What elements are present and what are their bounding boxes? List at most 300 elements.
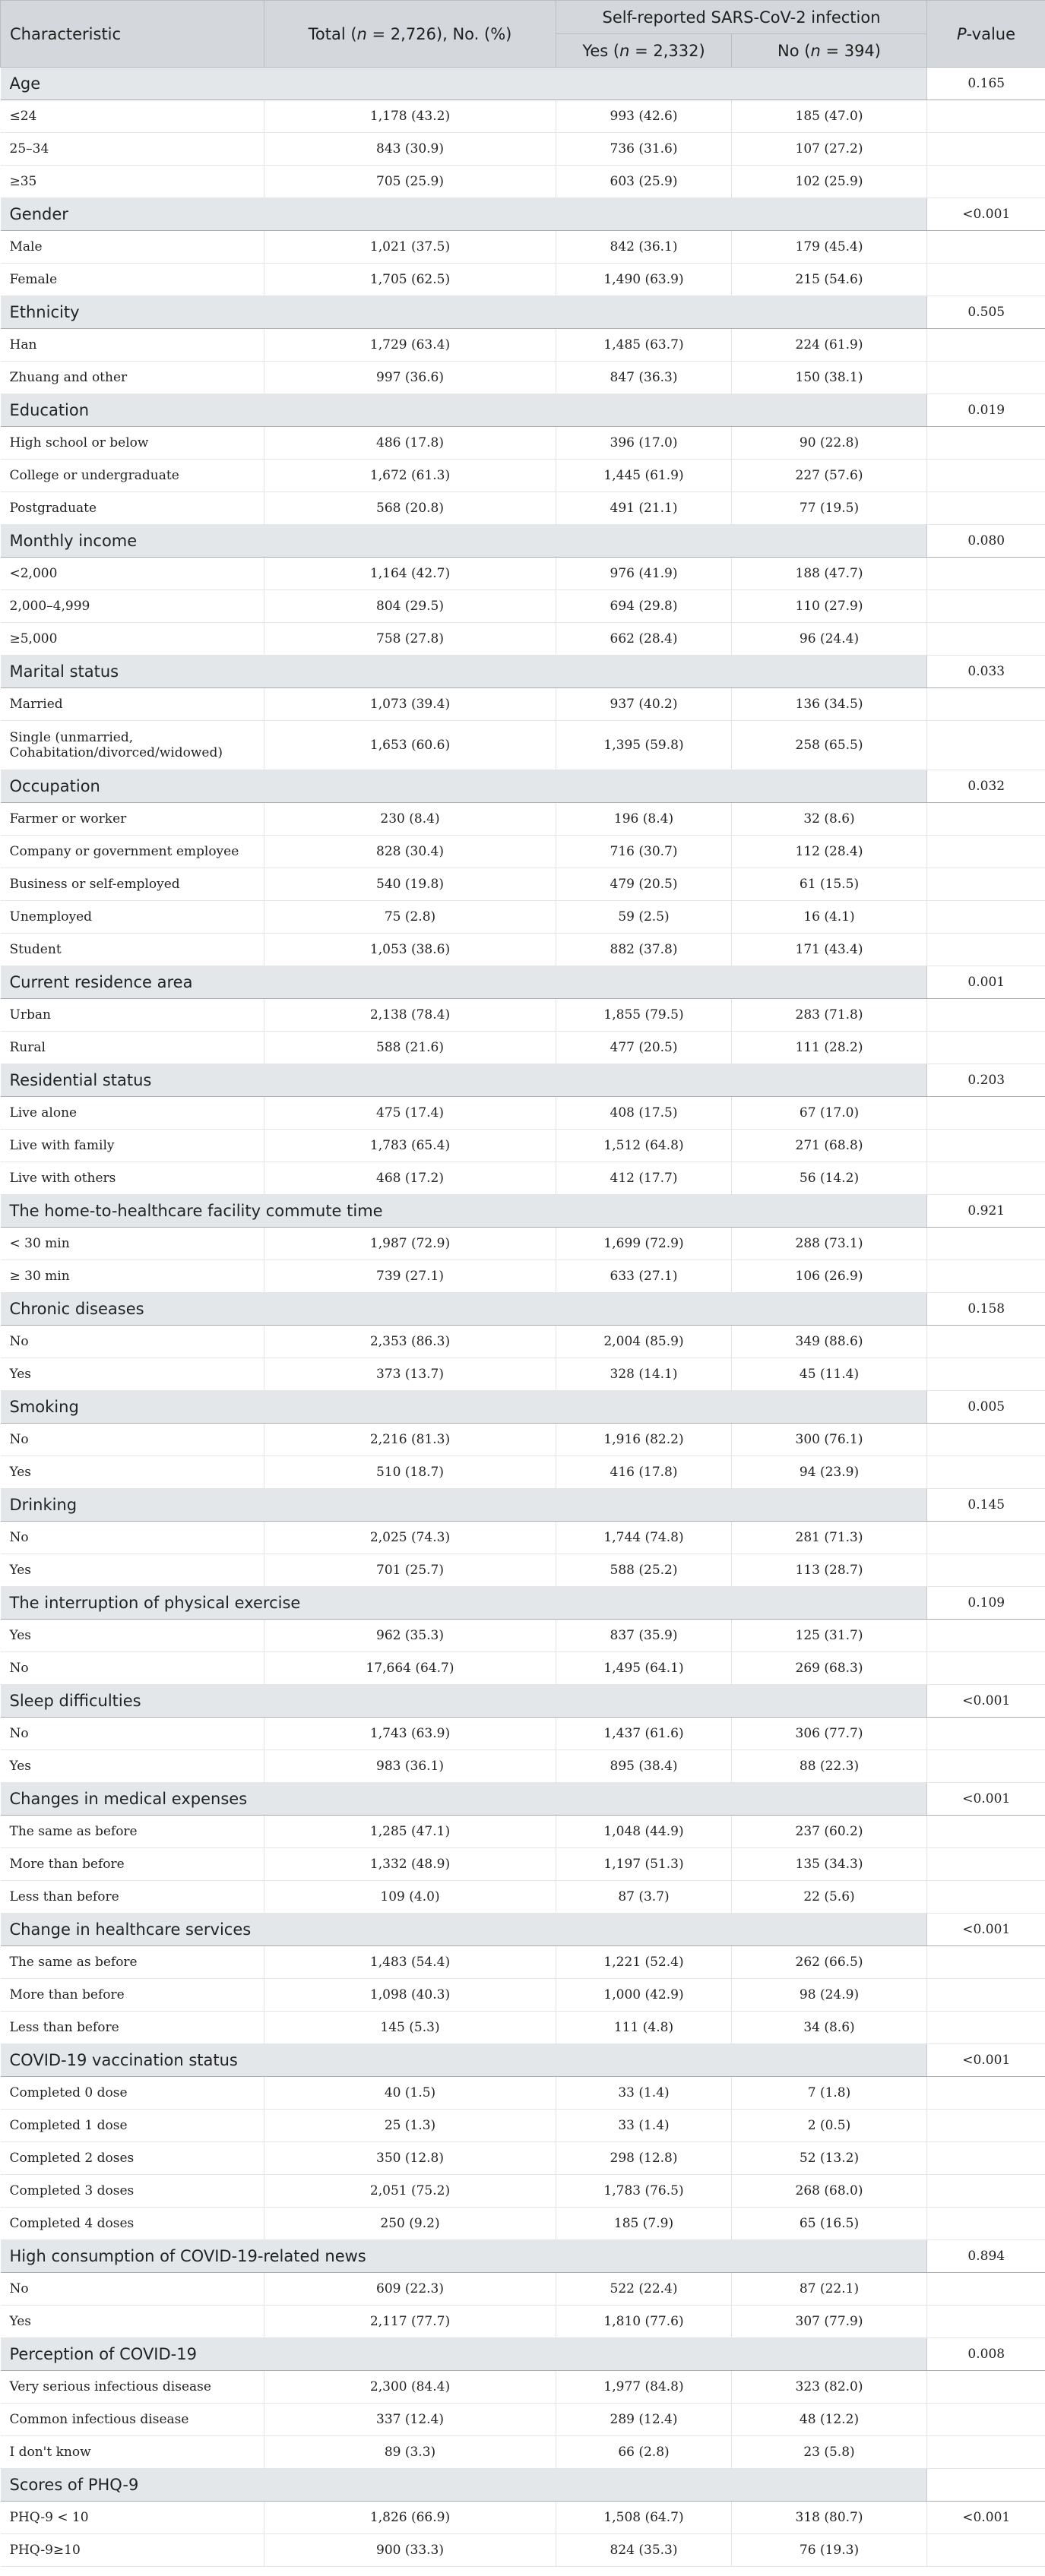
cell-p-value [927,2371,1045,2404]
cell-no: 288 (73.1) [732,1228,927,1260]
col-header-total: Total (n = 2,726), No. (%) [264,1,556,68]
row-label: PHQ-9≥10 [1,2534,264,2567]
cell-total: 109 (4.0) [264,1881,556,1914]
cell-p-value [927,2110,1045,2142]
cell-yes: 59 (2.5) [556,901,732,934]
section-p-value: 0.145 [927,1489,1045,1522]
cell-p-value [927,2306,1045,2338]
cell-no: 65 (16.5) [732,2208,927,2240]
row-label: No [1,1522,264,1554]
row-label: High school or below [1,427,264,460]
table-row [1,999,1045,1032]
cell-total: 1,483 (54.4) [264,1946,556,1979]
cell-total: 1,705 (62.5) [264,264,556,296]
cell-no: 111 (28.2) [732,1032,927,1064]
cell-p-value [927,1130,1045,1162]
table-row [1,2208,1045,2240]
cell-p-value [927,100,1045,133]
cell-p-value [927,1424,1045,1456]
cell-no: 107 (27.2) [732,133,927,166]
cell-total: 758 (27.8) [264,623,556,656]
table-row [1,492,1045,525]
cell-yes: 33 (1.4) [556,2110,732,2142]
cell-no: 56 (14.2) [732,1162,927,1195]
cell-no: 150 (38.1) [732,362,927,394]
table-row [1,2175,1045,2208]
cell-yes: 1,485 (63.7) [556,329,732,362]
cell-no: 90 (22.8) [732,427,927,460]
row-label: PHQ-9 < 10 [1,2502,264,2534]
section-header-row [1,2469,1045,2502]
table-row [1,1456,1045,1489]
cell-yes: 298 (12.8) [556,2142,732,2175]
cell-total: 739 (27.1) [264,1260,556,1293]
table-row [1,329,1045,362]
cell-p-value [927,1946,1045,1979]
cell-total: 609 (22.3) [264,2273,556,2306]
cell-p-value [927,868,1045,901]
row-label: Unemployed [1,901,264,934]
row-label: Female [1,264,264,296]
cell-no: 112 (28.4) [732,836,927,868]
cell-p-value [927,2175,1045,2208]
cell-p-value [927,2142,1045,2175]
section-header-row [1,1489,1045,1522]
section-header-row [1,68,1045,100]
section-title: Change in healthcare services [1,1914,927,1946]
section-p-value: 0.921 [927,1195,1045,1228]
table-row [1,558,1045,590]
section-title: Occupation [1,770,927,803]
cell-no: 61 (15.5) [732,868,927,901]
cell-total: 475 (17.4) [264,1097,556,1130]
section-p-value: 0.203 [927,1064,1045,1097]
row-label: Postgraduate [1,492,264,525]
table-row [1,1097,1045,1130]
cell-total: 1,783 (65.4) [264,1130,556,1162]
cell-yes: 522 (22.4) [556,2273,732,2306]
cell-total: 2,216 (81.3) [264,1424,556,1456]
row-label: Completed 1 dose [1,2110,264,2142]
section-p-value: 0.109 [927,1587,1045,1620]
cell-p-value [927,558,1045,590]
cell-total: 1,729 (63.4) [264,329,556,362]
cell-p-value [927,1620,1045,1652]
cell-yes: 1,977 (84.8) [556,2371,732,2404]
section-title: The home-to-healthcare facility commute time [1,1195,927,1228]
section-p-value [927,2469,1045,2502]
row-label: < 30 min [1,1228,264,1260]
cell-total: 1,332 (48.9) [264,1848,556,1881]
table-row [1,100,1045,133]
cell-no: 258 (65.5) [732,721,927,770]
table-row [1,133,1045,166]
cell-total: 2,353 (86.3) [264,1326,556,1358]
cell-total: 900 (33.3) [264,2534,556,2567]
cell-no: 106 (26.9) [732,1260,927,1293]
row-label: No [1,1652,264,1685]
col-header-no: No (n = 394) [732,34,927,68]
cell-yes: 1,395 (59.8) [556,721,732,770]
cell-no: 125 (31.7) [732,1620,927,1652]
table-row [1,1816,1045,1848]
table-row [1,2142,1045,2175]
cell-total: 1,672 (61.3) [264,460,556,492]
cell-yes: 111 (4.8) [556,2012,732,2044]
section-title: Changes in medical expenses [1,1783,927,1816]
section-title: Age [1,68,927,100]
table-row [1,2077,1045,2110]
cell-total: 75 (2.8) [264,901,556,934]
row-label: Yes [1,1620,264,1652]
cell-p-value [927,1456,1045,1489]
cell-yes: 412 (17.7) [556,1162,732,1195]
section-p-value: 0.033 [927,656,1045,688]
cell-yes: 1,783 (76.5) [556,2175,732,2208]
row-label: Completed 4 doses [1,2208,264,2240]
row-label: Yes [1,1358,264,1391]
cell-yes: 1,221 (52.4) [556,1946,732,1979]
row-label: Live with others [1,1162,264,1195]
cell-p-value [927,1162,1045,1195]
table-row [1,1750,1045,1783]
cell-total: 1,053 (38.6) [264,934,556,966]
cell-p-value [927,1881,1045,1914]
cell-p-value [927,1260,1045,1293]
section-header-row [1,2240,1045,2273]
row-label: No [1,1424,264,1456]
cell-p-value [927,2436,1045,2469]
row-label: ≤24 [1,100,264,133]
cell-no: 185 (47.0) [732,100,927,133]
cell-total: 1,285 (47.1) [264,1816,556,1848]
row-label: ≥ 30 min [1,1260,264,1293]
section-title: High consumption of COVID-19-related news [1,2240,927,2273]
section-p-value: <0.001 [927,1783,1045,1816]
cell-no: 262 (66.5) [732,1946,927,1979]
cell-yes: 895 (38.4) [556,1750,732,1783]
section-p-value: 0.165 [927,68,1045,100]
cell-no: 300 (76.1) [732,1424,927,1456]
row-label: ≥5,000 [1,623,264,656]
cell-total: 701 (25.7) [264,1554,556,1587]
row-label: Han [1,329,264,362]
col-header-characteristic: Characteristic [1,1,264,68]
table-row [1,1228,1045,1260]
cell-total: 40 (1.5) [264,2077,556,2110]
cell-yes: 736 (31.6) [556,133,732,166]
cell-total: 2,025 (74.3) [264,1522,556,1554]
cell-no: 215 (54.6) [732,264,927,296]
cell-no: 318 (80.7) [732,2502,927,2534]
cell-p-value [927,2534,1045,2567]
cell-p-value [927,836,1045,868]
cell-yes: 1,508 (64.7) [556,2502,732,2534]
section-title: COVID-19 vaccination status [1,2044,927,2077]
cell-yes: 66 (2.8) [556,2436,732,2469]
cell-total: 588 (21.6) [264,1032,556,1064]
section-title: The interruption of physical exercise [1,1587,927,1620]
cell-no: 113 (28.7) [732,1554,927,1587]
cell-total: 1,826 (66.9) [264,2502,556,2534]
section-header-row [1,525,1045,558]
row-label: College or undergraduate [1,460,264,492]
table-row [1,2502,1045,2534]
cell-p-value [927,362,1045,394]
cell-total: 1,021 (37.5) [264,231,556,264]
row-label: Company or government employee [1,836,264,868]
table-row [1,1130,1045,1162]
col-header-self-reported: Self-reported SARS-CoV-2 infection [556,1,927,34]
table-row [1,1652,1045,1685]
cell-yes: 87 (3.7) [556,1881,732,1914]
section-header-row [1,2044,1045,2077]
col-header-yes: Yes (n = 2,332) [556,34,732,68]
cell-p-value [927,803,1045,836]
cell-no: 271 (68.8) [732,1130,927,1162]
table-row [1,590,1045,623]
cell-total: 350 (12.8) [264,2142,556,2175]
table-row [1,2110,1045,2142]
row-label: Male [1,231,264,264]
table-row [1,1946,1045,1979]
cell-no: 188 (47.7) [732,558,927,590]
section-header-row [1,1195,1045,1228]
table-row [1,1032,1045,1064]
table-row [1,623,1045,656]
section-title: Sleep difficulties [1,1685,927,1718]
table-row [1,1881,1045,1914]
cell-total: 373 (13.7) [264,1358,556,1391]
cell-no: 237 (60.2) [732,1816,927,1848]
section-p-value: 0.080 [927,525,1045,558]
section-p-value: 0.005 [927,1391,1045,1424]
cell-yes: 328 (14.1) [556,1358,732,1391]
cell-total: 1,098 (40.3) [264,1979,556,2012]
row-label: Common infectious disease [1,2404,264,2436]
cell-no: 98 (24.9) [732,1979,927,2012]
cell-p-value [927,460,1045,492]
section-title: Ethnicity [1,296,927,329]
section-p-value: <0.001 [927,198,1045,231]
section-p-value: 0.505 [927,296,1045,329]
table-row [1,688,1045,721]
cell-yes: 1,490 (63.9) [556,264,732,296]
table-row [1,1424,1045,1456]
cell-yes: 477 (20.5) [556,1032,732,1064]
table-row [1,2534,1045,2567]
cell-no: 283 (71.8) [732,999,927,1032]
table-row [1,231,1045,264]
cell-total: 25 (1.3) [264,2110,556,2142]
cell-p-value [927,1750,1045,1783]
cell-p-value [927,623,1045,656]
section-header-row [1,2338,1045,2371]
row-label: <2,000 [1,558,264,590]
cell-no: 269 (68.3) [732,1652,927,1685]
cell-p-value [927,2404,1045,2436]
table-row [1,362,1045,394]
cell-total: 1,743 (63.9) [264,1718,556,1750]
row-label: Married [1,688,264,721]
row-label: Less than before [1,2012,264,2044]
table-row [1,2404,1045,2436]
row-label: Business or self-employed [1,868,264,901]
table-row [1,2012,1045,2044]
section-header-row [1,656,1045,688]
section-p-value: <0.001 [927,1914,1045,1946]
cell-p-value [927,1554,1045,1587]
table-row [1,264,1045,296]
cell-yes: 882 (37.8) [556,934,732,966]
section-header-row [1,1064,1045,1097]
cell-yes: 1,437 (61.6) [556,1718,732,1750]
cell-total: 468 (17.2) [264,1162,556,1195]
row-label: Very serious infectious disease [1,2371,264,2404]
cell-total: 337 (12.4) [264,2404,556,2436]
cell-no: 307 (77.9) [732,2306,927,2338]
row-label: Single (unmarried, Cohabitation/divorced/widowed) [1,721,264,770]
table-row [1,1358,1045,1391]
cell-yes: 1,197 (51.3) [556,1848,732,1881]
cell-yes: 1,699 (72.9) [556,1228,732,1260]
table-row [1,2273,1045,2306]
cell-yes: 662 (28.4) [556,623,732,656]
cell-no: 67 (17.0) [732,1097,927,1130]
table-row [1,1260,1045,1293]
table-row [1,427,1045,460]
cell-total: 230 (8.4) [264,803,556,836]
row-label: Live with family [1,1130,264,1162]
cell-p-value [927,264,1045,296]
section-title: Smoking [1,1391,927,1424]
cell-yes: 2,004 (85.9) [556,1326,732,1358]
cell-total: 250 (9.2) [264,2208,556,2240]
section-header-row [1,1587,1045,1620]
section-title: Education [1,394,927,427]
cell-yes: 1,810 (77.6) [556,2306,732,2338]
section-header-row [1,1685,1045,1718]
row-label: More than before [1,1979,264,2012]
cell-yes: 1,744 (74.8) [556,1522,732,1554]
cell-p-value [927,427,1045,460]
cell-total: 568 (20.8) [264,492,556,525]
cell-no: 110 (27.9) [732,590,927,623]
cell-p-value [927,999,1045,1032]
table-row [1,803,1045,836]
table-row [1,1979,1045,2012]
cell-p-value [927,492,1045,525]
table-row [1,721,1045,770]
table-row [1,166,1045,198]
cell-p-value [927,1848,1045,1881]
section-title: Current residence area [1,966,927,999]
row-label: More than before [1,1848,264,1881]
cell-no: 179 (45.4) [732,231,927,264]
row-label: Yes [1,2306,264,2338]
cell-no: 349 (88.6) [732,1326,927,1358]
cell-total: 705 (25.9) [264,166,556,198]
cell-yes: 1,916 (82.2) [556,1424,732,1456]
row-label: Completed 3 doses [1,2175,264,2208]
section-p-value: 0.894 [927,2240,1045,2273]
cell-no: 224 (61.9) [732,329,927,362]
section-title: Scores of PHQ-9 [1,2469,927,2502]
cell-yes: 396 (17.0) [556,427,732,460]
row-label: ≥35 [1,166,264,198]
table-row [1,934,1045,966]
cell-yes: 1,495 (64.1) [556,1652,732,1685]
cell-no: 323 (82.0) [732,2371,927,2404]
cell-yes: 694 (29.8) [556,590,732,623]
cell-p-value [927,1228,1045,1260]
cell-no: 52 (13.2) [732,2142,927,2175]
cell-no: 88 (22.3) [732,1750,927,1783]
cell-total: 828 (30.4) [264,836,556,868]
table-row [1,1554,1045,1587]
row-label: Yes [1,1456,264,1489]
cell-yes: 603 (25.9) [556,166,732,198]
cell-p-value [927,1097,1045,1130]
cell-total: 486 (17.8) [264,427,556,460]
cell-no: 48 (12.2) [732,2404,927,2436]
section-title: Drinking [1,1489,927,1522]
section-title: Marital status [1,656,927,688]
table-row [1,1718,1045,1750]
table-row [1,2371,1045,2404]
cell-p-value [927,934,1045,966]
section-header-row [1,198,1045,231]
cell-yes: 633 (27.1) [556,1260,732,1293]
cell-p-value [927,1326,1045,1358]
row-label: Farmer or worker [1,803,264,836]
row-label: Yes [1,1554,264,1587]
cell-no: 87 (22.1) [732,2273,927,2306]
cell-total: 1,178 (43.2) [264,100,556,133]
section-p-value: 0.001 [927,966,1045,999]
cell-total: 962 (35.3) [264,1620,556,1652]
cell-total: 540 (19.8) [264,868,556,901]
cell-yes: 408 (17.5) [556,1097,732,1130]
cell-yes: 33 (1.4) [556,2077,732,2110]
col-header-p-value: P-value [927,1,1045,68]
table-row [1,460,1045,492]
cell-total: 1,653 (60.6) [264,721,556,770]
section-title: Perception of COVID-19 [1,2338,927,2371]
section-p-value: 0.019 [927,394,1045,427]
cell-p-value [927,590,1045,623]
cell-p-value [927,2012,1045,2044]
row-label: Completed 2 doses [1,2142,264,2175]
cell-p-value [927,166,1045,198]
cell-total: 983 (36.1) [264,1750,556,1783]
cell-yes: 937 (40.2) [556,688,732,721]
cell-total: 89 (3.3) [264,2436,556,2469]
section-header-row [1,394,1045,427]
cell-no: 227 (57.6) [732,460,927,492]
cell-yes: 289 (12.4) [556,2404,732,2436]
row-label: No [1,1326,264,1358]
table-row [1,1162,1045,1195]
cell-total: 2,138 (78.4) [264,999,556,1032]
section-header-row [1,1391,1045,1424]
table-row [1,868,1045,901]
cell-yes: 185 (7.9) [556,2208,732,2240]
section-title: Gender [1,198,927,231]
cell-total: 1,987 (72.9) [264,1228,556,1260]
row-label: No [1,2273,264,2306]
cell-no: 2 (0.5) [732,2110,927,2142]
